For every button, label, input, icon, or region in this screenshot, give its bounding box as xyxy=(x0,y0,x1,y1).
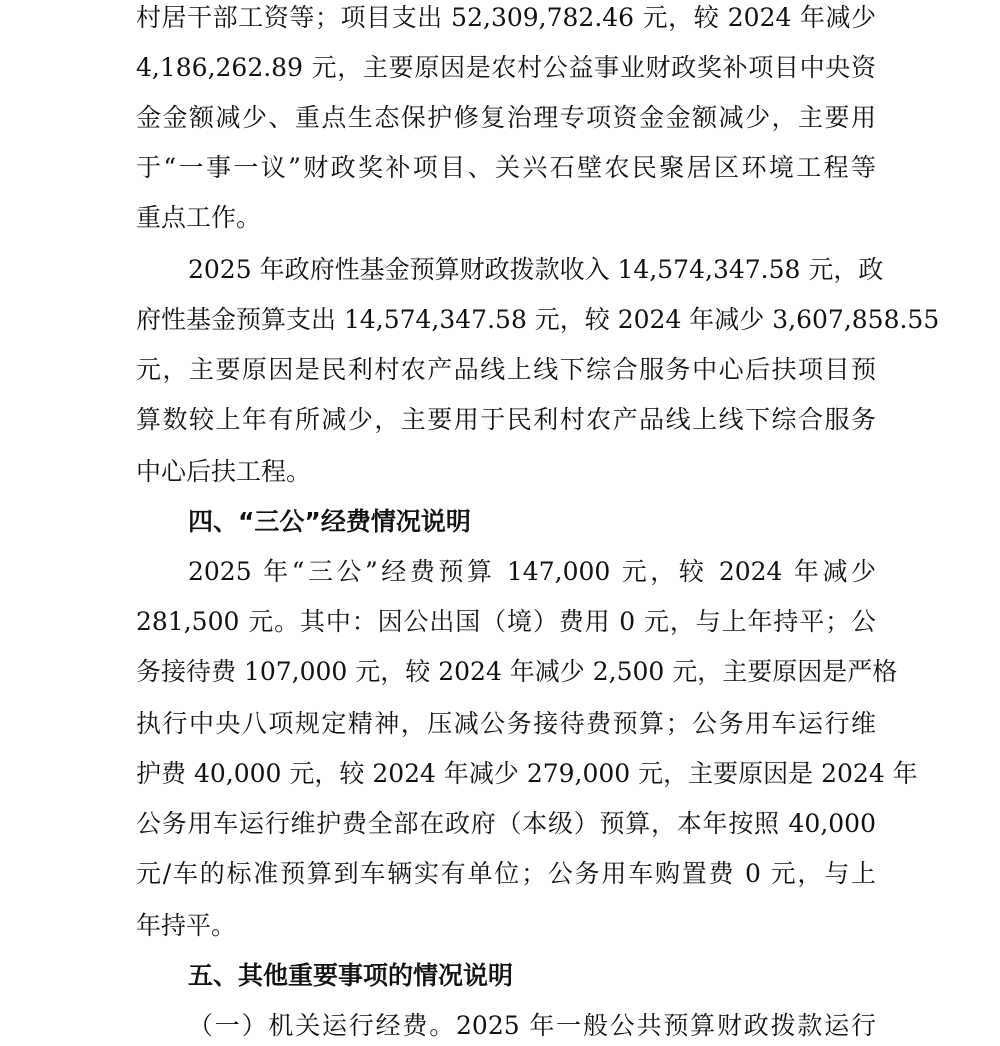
paragraph-line: 务接待费 107,000 元，较 2024 年减少 2,500 元，主要原因是严格 xyxy=(136,657,898,686)
paragraph-line: 元/车的标准预算到车辆实有单位；公务用车购置费 0 元，与上 xyxy=(136,859,876,888)
paragraph-line: 府性基金预算支出 14,574,347.58 元，较 2024 年减少 3,607,858.55 xyxy=(136,305,940,334)
paragraph-line: 年持平。 xyxy=(136,911,237,940)
paragraph-line: 金金额减少、重点生态保护修复治理专项资金金额减少，主要用 xyxy=(136,103,876,132)
paragraph-line: 于“一事一议”财政奖补项目、关兴石壁农民聚居区环境工程等 xyxy=(136,153,876,182)
paragraph-line: （一）机关运行经费。2025 年一般公共预算财政拨款运行 xyxy=(188,1011,876,1040)
paragraph-line: 村居干部工资等；项目支出 52,309,782.46 元，较 2024 年减少 xyxy=(136,3,876,32)
paragraph-line: 2025 年“三公”经费预算 147,000 元，较 2024 年减少 xyxy=(188,557,876,586)
paragraph-line: 公务用车运行维护费全部在政府（本级）预算，本年按照 40,000 xyxy=(136,809,876,838)
paragraph-line: 元，主要原因是民利村农产品线上线下综合服务中心后扶项目预 xyxy=(136,355,876,384)
paragraph-line: 执行中央八项规定精神，压减公务接待费预算；公务用车运行维 xyxy=(136,709,876,738)
paragraph-line: 4,186,262.89 元，主要原因是农村公益事业财政奖补项目中央资 xyxy=(136,53,876,82)
paragraph-line: 护费 40,000 元，较 2024 年减少 279,000 元，主要原因是 2024 年 xyxy=(136,759,918,788)
paragraph-line: 2025 年政府性基金预算财政拨款收入 14,574,347.58 元，政 xyxy=(188,255,884,284)
paragraph-line: 中心后扶工程。 xyxy=(136,457,312,486)
section-heading: 四、“三公”经费情况说明 xyxy=(188,507,471,536)
section-heading: 五、其他重要事项的情况说明 xyxy=(188,961,514,990)
paragraph-line: 算数较上年有所减少，主要用于民利村农产品线上线下综合服务 xyxy=(136,405,876,434)
paragraph-line: 重点工作。 xyxy=(136,203,262,232)
paragraph-line: 281,500 元。其中：因公出国（境）费用 0 元，与上年持平；公 xyxy=(136,607,876,636)
